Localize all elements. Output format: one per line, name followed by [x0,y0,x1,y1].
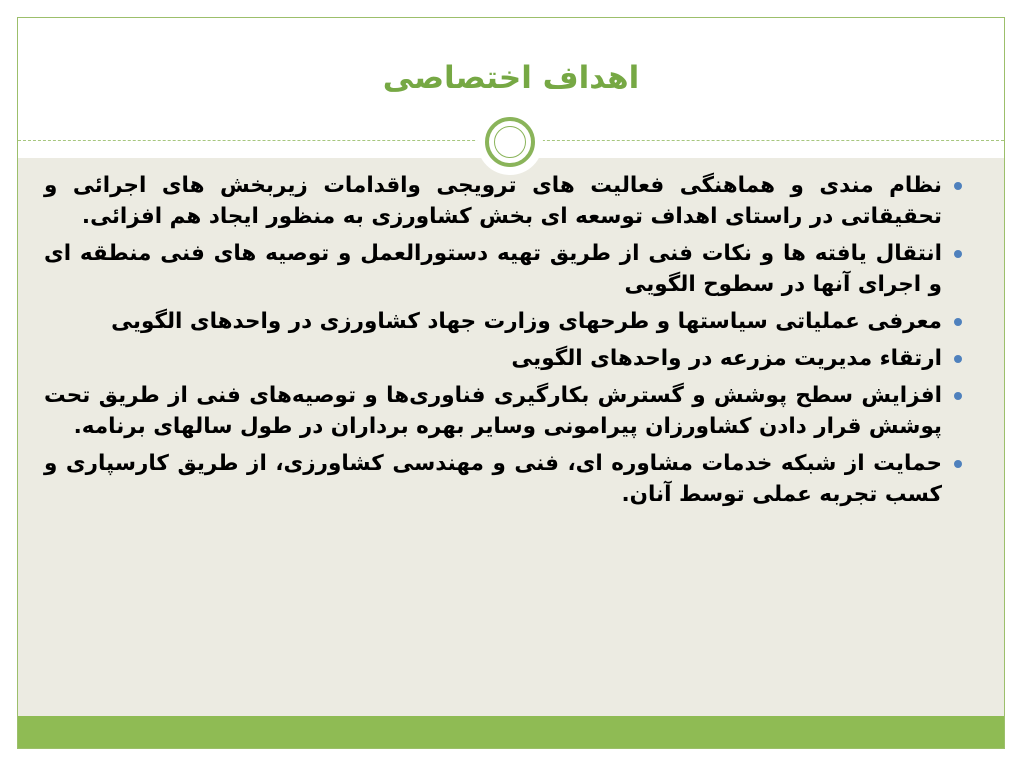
bullet-text: انتقال یافته ها و نکات فنی از طریق تهیه دستورالعمل و توصیه های فنی منطقه ای و اجرای آنها در سطوح الگویی [44,241,942,297]
bullet-list [44,170,964,516]
bullet-text: افزایش سطح پوشش و گسترش بکارگیری فناوری‌ها و توصیه‌های فنی از طریق تحت پوشش قرار دادن کشاورزان پیرامونی وسایر بهره برداران در طول سالهای برنامه. [44,383,942,439]
bullet-text: حمایت از شبکه خدمات مشاوره ای، فنی و مهندسی کشاورزی، از طریق کارسپاری و کسب تجربه عملی توسط آنان. [44,451,942,507]
bullet-dot-icon [954,318,962,326]
circle-ornament-inner [494,126,526,158]
bullet-item [44,238,964,300]
bullet-text: ارتقاء مدیریت مزرعه در واحدهای الگویی [511,346,942,371]
bullet-dot-icon [954,250,962,258]
circle-ornament-icon [485,117,535,167]
bullet-text: نظام مندی و هماهنگی فعالیت های ترویجی واقدامات زیربخش های اجرائی و تحقیقاتی در راستای اهداف توسعه ای بخش کشاورزی به منظور ایجاد هم افزائی. [44,173,942,229]
bullet-dot-icon [954,460,962,468]
bottom-accent-bar [18,716,1004,748]
bullet-dot-icon [954,355,962,363]
bullet-text: معرفی عملیاتی سیاستها و طرحهای وزارت جهاد کشاورزی در واحدهای الگویی [111,309,942,334]
bullet-item [44,380,964,442]
bullet-item [44,306,964,337]
bullet-item [44,448,964,510]
bullet-item [44,170,964,232]
bullet-item [44,343,964,374]
bullet-dot-icon [954,182,962,190]
slide-title: اهداف اختصاصی [382,60,640,96]
bullet-dot-icon [954,392,962,400]
